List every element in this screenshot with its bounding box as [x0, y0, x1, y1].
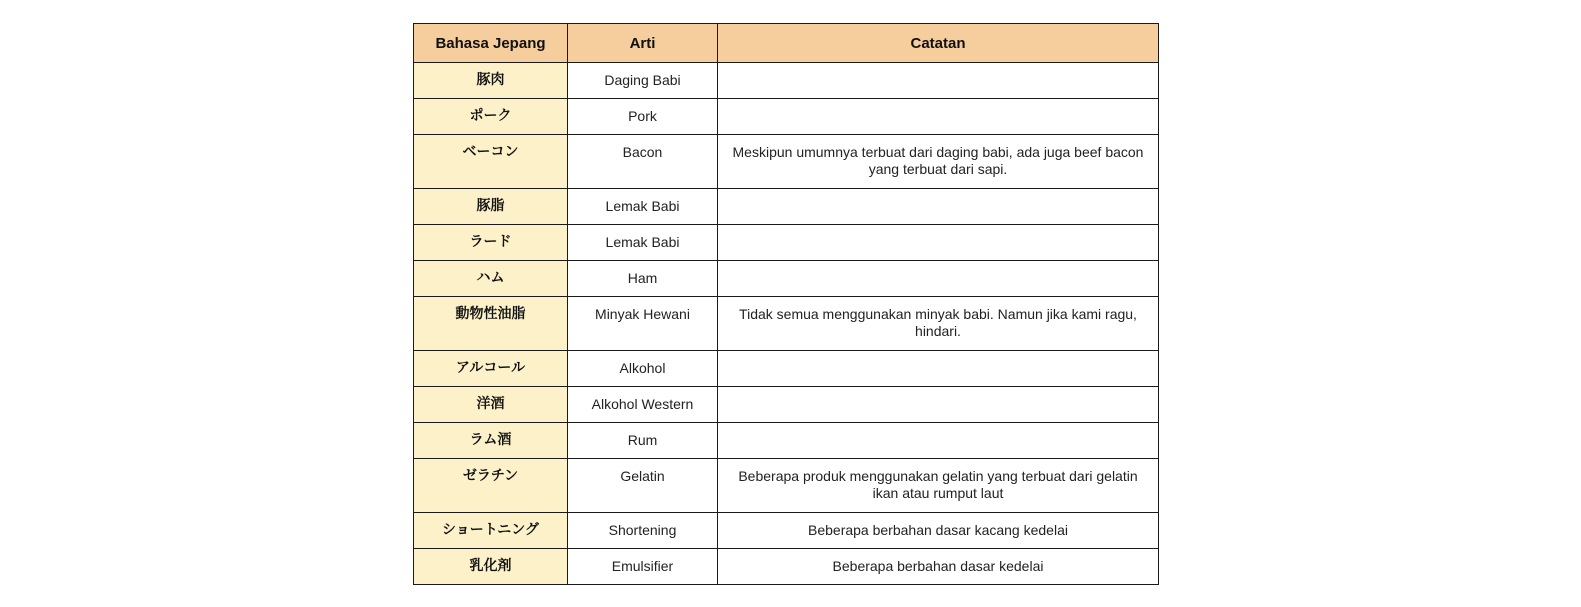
cell-arti: Lemak Babi — [568, 225, 718, 261]
cell-catatan — [718, 351, 1159, 387]
cell-arti: Bacon — [568, 135, 718, 189]
cell-jp: 動物性油脂 — [414, 297, 568, 351]
cell-catatan — [718, 387, 1159, 423]
cell-arti: Alkohol — [568, 351, 718, 387]
table-header-row — [414, 24, 1159, 63]
cell-arti: Gelatin — [568, 459, 718, 513]
cell-jp: ハム — [414, 261, 568, 297]
cell-catatan — [718, 225, 1159, 261]
cell-catatan: Tidak semua menggunakan minyak babi. Namun jika kami ragu, hindari. — [718, 297, 1159, 351]
table-row — [414, 423, 1159, 459]
cell-catatan: Meskipun umumnya terbuat dari daging babi, ada juga beef bacon yang terbuat dari sapi. — [718, 135, 1159, 189]
table-row — [414, 549, 1159, 585]
cell-jp: ポーク — [414, 99, 568, 135]
cell-catatan — [718, 423, 1159, 459]
table-row — [414, 513, 1159, 549]
cell-catatan: Beberapa produk menggunakan gelatin yang terbuat dari gelatin ikan atau rumput laut — [718, 459, 1159, 513]
cell-jp: ショートニング — [414, 513, 568, 549]
cell-arti: Shortening — [568, 513, 718, 549]
cell-arti: Minyak Hewani — [568, 297, 718, 351]
table-row — [414, 135, 1159, 189]
table-row — [414, 387, 1159, 423]
cell-arti: Alkohol Western — [568, 387, 718, 423]
table-row — [414, 351, 1159, 387]
table-row — [414, 225, 1159, 261]
cell-jp: 豚脂 — [414, 189, 568, 225]
table-row — [414, 63, 1159, 99]
cell-jp: 乳化剤 — [414, 549, 568, 585]
cell-jp: ラード — [414, 225, 568, 261]
cell-arti: Emulsifier — [568, 549, 718, 585]
cell-catatan — [718, 261, 1159, 297]
cell-jp: 洋酒 — [414, 387, 568, 423]
table-row — [414, 189, 1159, 225]
table-row — [414, 297, 1159, 351]
table-row — [414, 261, 1159, 297]
cell-catatan: Beberapa berbahan dasar kacang kedelai — [718, 513, 1159, 549]
cell-jp: 豚肉 — [414, 63, 568, 99]
cell-catatan — [718, 99, 1159, 135]
header-bahasa-jepang: Bahasa Jepang — [414, 24, 568, 63]
ingredient-table-container — [413, 23, 1159, 585]
cell-jp: ラム酒 — [414, 423, 568, 459]
header-arti: Arti — [568, 24, 718, 63]
cell-jp: ゼラチン — [414, 459, 568, 513]
cell-jp: ベーコン — [414, 135, 568, 189]
cell-catatan — [718, 63, 1159, 99]
cell-catatan — [718, 189, 1159, 225]
cell-arti: Lemak Babi — [568, 189, 718, 225]
ingredient-table — [413, 23, 1159, 585]
cell-arti: Ham — [568, 261, 718, 297]
cell-jp: アルコール — [414, 351, 568, 387]
table-row — [414, 99, 1159, 135]
cell-arti: Rum — [568, 423, 718, 459]
table-row — [414, 459, 1159, 513]
cell-arti: Daging Babi — [568, 63, 718, 99]
header-catatan: Catatan — [718, 24, 1159, 63]
cell-catatan: Beberapa berbahan dasar kedelai — [718, 549, 1159, 585]
cell-arti: Pork — [568, 99, 718, 135]
